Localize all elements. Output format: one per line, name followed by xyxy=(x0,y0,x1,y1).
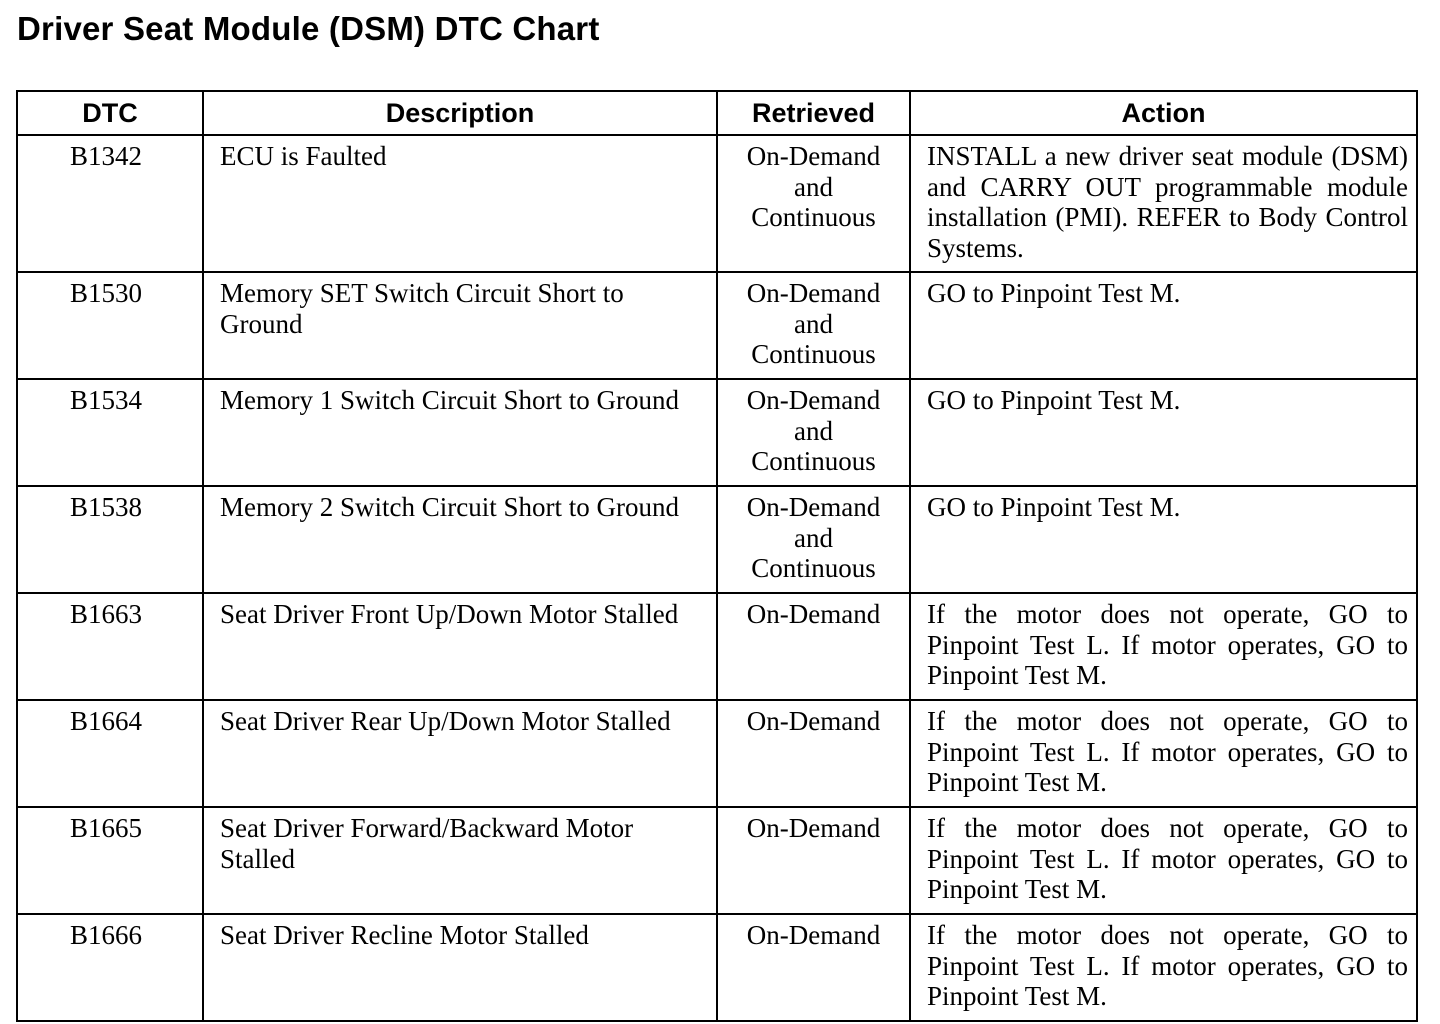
table-row xyxy=(17,807,1417,914)
dtc-code-cell: B1666 xyxy=(17,914,203,1021)
retrieved-cell xyxy=(717,379,910,486)
retrieved-line: Continuous xyxy=(751,446,876,476)
retrieved-line: On-Demand xyxy=(746,385,881,415)
table-row xyxy=(17,486,1417,593)
action-cell: If the motor does not operate, GO to Pinpoint Test L. If motor operates, GO to Pinpoint Test M. xyxy=(910,807,1417,914)
description-cell: Seat Driver Rear Up/Down Motor Stalled xyxy=(203,700,717,807)
retrieved-line: and xyxy=(794,522,833,553)
table-row xyxy=(17,272,1417,379)
description-cell: ECU is Faulted xyxy=(203,135,717,272)
description-cell: Memory 1 Switch Circuit Short to Ground xyxy=(203,379,717,486)
description-cell: Seat Driver Recline Motor Stalled xyxy=(203,914,717,1021)
table-row xyxy=(17,914,1417,1021)
table-row xyxy=(17,135,1417,272)
table-row xyxy=(17,700,1417,807)
retrieved-line: On-Demand xyxy=(746,706,881,736)
retrieved-cell xyxy=(717,486,910,593)
description-cell: Seat Driver Front Up/Down Motor Stalled xyxy=(203,593,717,700)
retrieved-line: On-Demand xyxy=(746,813,881,843)
retrieved-cell xyxy=(717,807,910,914)
dtc-code-cell: B1534 xyxy=(17,379,203,486)
page-title: Driver Seat Module (DSM) DTC Chart xyxy=(17,10,600,47)
retrieved-line: and xyxy=(794,171,833,202)
retrieved-line: On-Demand xyxy=(746,492,881,522)
dtc-code-cell: B1342 xyxy=(17,135,203,272)
action-cell: GO to Pinpoint Test M. xyxy=(910,379,1417,486)
retrieved-line: and xyxy=(794,308,833,339)
table-body xyxy=(17,135,1417,1021)
column-header-dtc: DTC xyxy=(17,91,203,135)
action-cell: GO to Pinpoint Test M. xyxy=(910,272,1417,379)
table-row xyxy=(17,379,1417,486)
action-cell: INSTALL a new driver seat module (DSM) and CARRY OUT programmable module installation (PMI). REFER to Body Control Systems. xyxy=(910,135,1417,272)
description-cell: Memory 2 Switch Circuit Short to Ground xyxy=(203,486,717,593)
action-cell: If the motor does not operate, GO to Pinpoint Test L. If motor operates, GO to Pinpoint Test M. xyxy=(910,914,1417,1021)
retrieved-line: On-Demand xyxy=(746,141,881,171)
retrieved-line: On-Demand xyxy=(746,278,881,308)
action-cell: GO to Pinpoint Test M. xyxy=(910,486,1417,593)
retrieved-cell xyxy=(717,593,910,700)
table-row xyxy=(17,593,1417,700)
retrieved-line: On-Demand xyxy=(746,599,881,629)
retrieved-line: Continuous xyxy=(751,202,876,232)
retrieved-cell xyxy=(717,914,910,1021)
column-header-description: Description xyxy=(203,91,717,135)
retrieved-line: Continuous xyxy=(751,339,876,369)
table-header-row xyxy=(17,91,1417,135)
dtc-code-cell: B1530 xyxy=(17,272,203,379)
retrieved-cell xyxy=(717,272,910,379)
dtc-code-cell: B1538 xyxy=(17,486,203,593)
dtc-table xyxy=(16,90,1418,1022)
description-cell: Seat Driver Forward/Backward Motor Stalled xyxy=(203,807,717,914)
retrieved-line: and xyxy=(794,415,833,446)
retrieved-cell xyxy=(717,135,910,272)
dtc-code-cell: B1664 xyxy=(17,700,203,807)
dtc-code-cell: B1663 xyxy=(17,593,203,700)
description-cell: Memory SET Switch Circuit Short to Ground xyxy=(203,272,717,379)
retrieved-line: Continuous xyxy=(751,553,876,583)
column-header-action: Action xyxy=(910,91,1417,135)
action-cell: If the motor does not operate, GO to Pinpoint Test L. If motor operates, GO to Pinpoint Test M. xyxy=(910,593,1417,700)
retrieved-cell xyxy=(717,700,910,807)
dtc-code-cell: B1665 xyxy=(17,807,203,914)
column-header-retrieved: Retrieved xyxy=(717,91,910,135)
retrieved-line: On-Demand xyxy=(746,920,881,950)
action-cell: If the motor does not operate, GO to Pinpoint Test L. If motor operates, GO to Pinpoint Test M. xyxy=(910,700,1417,807)
